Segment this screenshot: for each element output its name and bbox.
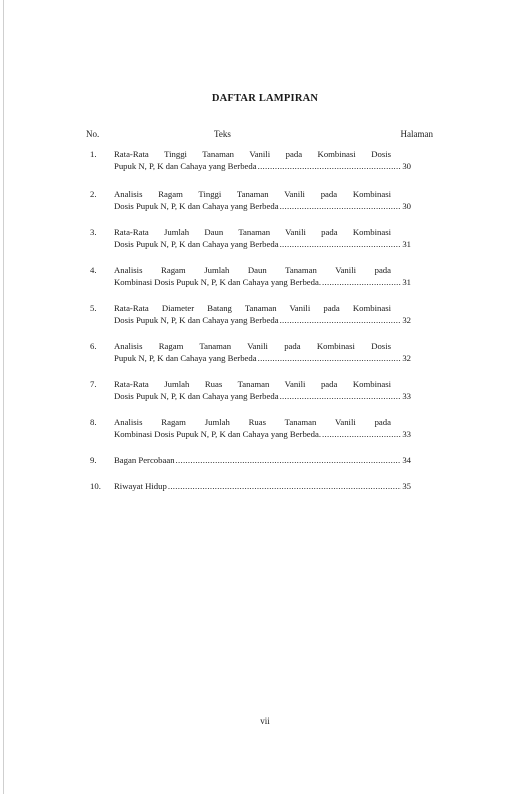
entry-number: 4. — [90, 265, 97, 275]
page-number: vii — [260, 716, 270, 726]
dot-leader — [176, 454, 402, 466]
entry-number: 5. — [90, 303, 97, 313]
list-item — [86, 480, 426, 506]
entry-title-line2: Kombinasi Dosis Pupuk N, P, K dan Cahaya yang Berbeda. — [114, 429, 322, 439]
entry-page: 30 — [402, 201, 411, 211]
list-item — [86, 378, 426, 416]
dot-leader — [258, 352, 402, 364]
entry-page: 31 — [402, 239, 411, 249]
entry-title-line1: Analisis Ragam Jumlah Ruas Tanaman Vanili pada — [114, 417, 391, 427]
entry-title-line2: Dosis Pupuk N, P, K dan Cahaya yang Berbeda — [114, 315, 279, 325]
entry-page: 31 — [402, 277, 411, 287]
entry-title-line2: Kombinasi Dosis Pupuk N, P, K dan Cahaya yang Berbeda. — [114, 277, 322, 287]
list-item — [86, 340, 426, 378]
column-header-teks: Teks — [214, 129, 231, 139]
entry-title-line2: Dosis Pupuk N, P, K dan Cahaya yang Berbeda — [114, 391, 279, 401]
dot-leader — [280, 314, 402, 326]
entry-title-line1: Rata-Rata Tinggi Tanaman Vanili pada Kombinasi Dosis — [114, 149, 391, 159]
entry-page: 33 — [402, 429, 411, 439]
entry-page: 30 — [402, 161, 411, 171]
entry-number: 8. — [90, 417, 97, 427]
entry-number: 9. — [90, 455, 97, 465]
dot-leader — [258, 160, 402, 172]
list-item — [86, 264, 426, 302]
entry-number: 6. — [90, 341, 97, 351]
entry-number: 3. — [90, 227, 97, 237]
entry-title: Riwayat Hidup — [114, 481, 167, 491]
list-item — [86, 226, 426, 264]
entry-title-line2: Dosis Pupuk N, P, K dan Cahaya yang Berbeda — [114, 201, 279, 211]
table-header — [86, 129, 433, 141]
entry-title: Bagan Percobaan — [114, 455, 175, 465]
entry-page: 33 — [402, 391, 411, 401]
entry-title-line2: Dosis Pupuk N, P, K dan Cahaya yang Berbeda — [114, 239, 279, 249]
list-item — [86, 416, 426, 454]
dot-leader — [280, 238, 402, 250]
page-title: DAFTAR LAMPIRAN — [211, 93, 319, 104]
list-item — [86, 302, 426, 340]
entry-page: 34 — [402, 455, 411, 465]
entry-number: 10. — [90, 481, 101, 491]
entry-page: 32 — [402, 315, 411, 325]
entry-title-line1: Rata-Rata Jumlah Ruas Tanaman Vanili pada Kombinasi — [114, 379, 391, 389]
dot-leader — [280, 200, 402, 212]
entry-page: 32 — [402, 353, 411, 363]
entry-title-line1: Analisis Ragam Jumlah Daun Tanaman Vanili pada — [114, 265, 391, 275]
dot-leader — [322, 276, 401, 288]
entry-title-line2: Pupuk N, P, K dan Cahaya yang Berbeda — [114, 161, 257, 171]
entry-title-line1: Rata-Rata Diameter Batang Tanaman Vanili pada Kombinasi — [114, 303, 391, 313]
column-header-no: No. — [86, 129, 100, 139]
entry-page: 35 — [402, 481, 411, 491]
dot-leader — [168, 480, 401, 492]
dot-leader — [322, 428, 401, 440]
dot-leader — [280, 390, 402, 402]
list-item — [86, 148, 426, 188]
appendix-list — [86, 148, 426, 506]
entry-title-line2: Pupuk N, P, K dan Cahaya yang Berbeda — [114, 353, 257, 363]
entry-number: 1. — [90, 149, 97, 159]
column-header-halaman: Halaman — [400, 129, 433, 139]
list-item — [86, 454, 426, 480]
entry-title-line1: Analisis Ragam Tinggi Tanaman Vanili pada Kombinasi — [114, 189, 391, 199]
entry-title-line1: Rata-Rata Jumlah Daun Tanaman Vanili pada Kombinasi — [114, 227, 391, 237]
page-edge-line — [3, 0, 4, 794]
entry-number: 7. — [90, 379, 97, 389]
list-item — [86, 188, 426, 226]
entry-title-line1: Analisis Ragam Tanaman Vanili pada Kombinasi Dosis — [114, 341, 391, 351]
entry-number: 2. — [90, 189, 97, 199]
